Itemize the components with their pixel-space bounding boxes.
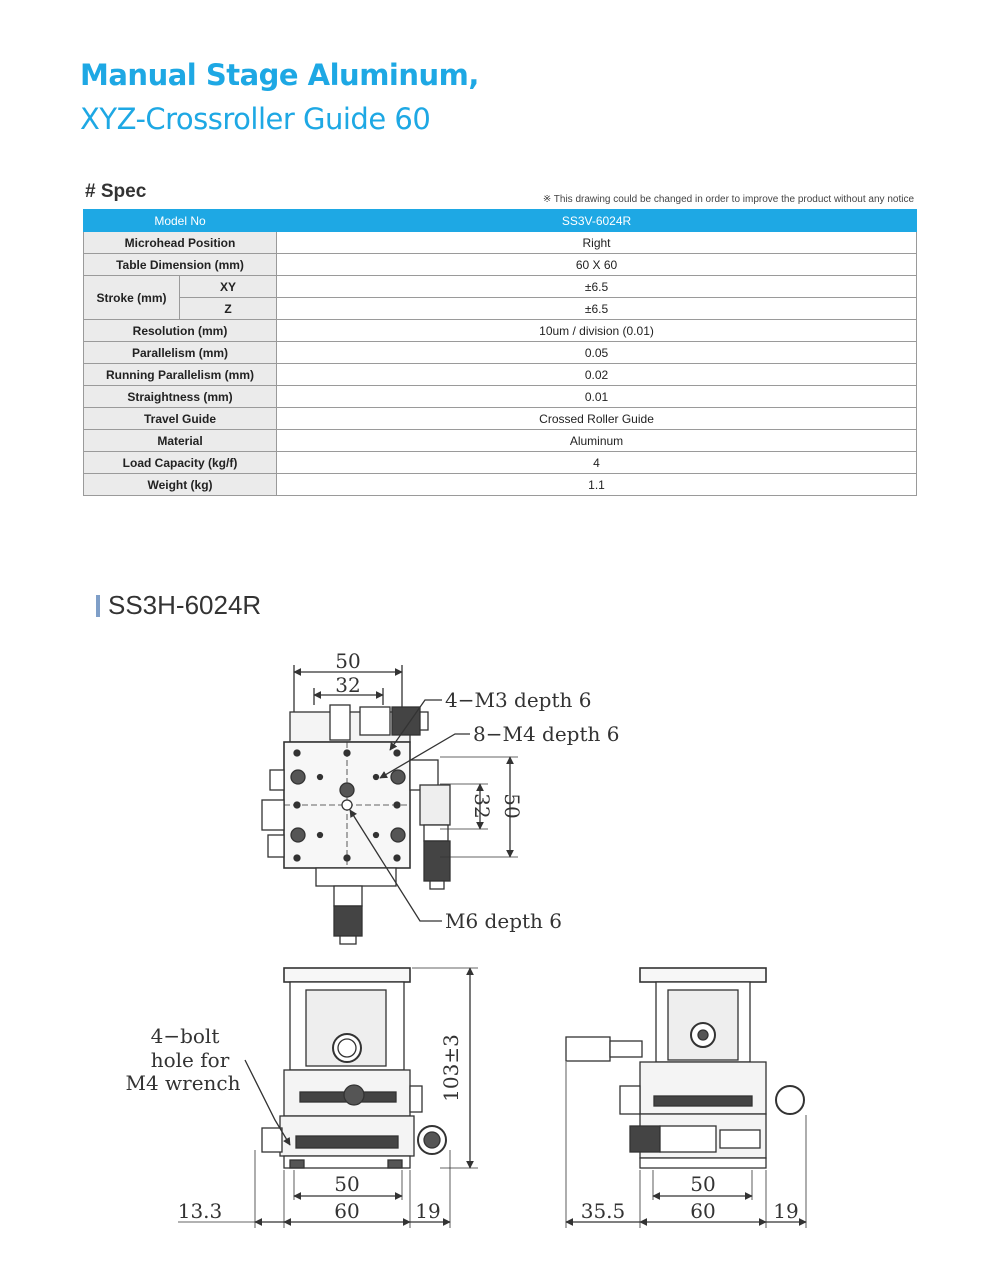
- row-value: 4: [277, 452, 917, 474]
- table-row: [84, 342, 917, 364]
- dim-top-width-inner: 32: [335, 673, 361, 697]
- dim-side-left: 35.5: [580, 1199, 626, 1223]
- callout-m4: 8−M4 depth 6: [473, 722, 620, 746]
- row-value: Right: [277, 232, 917, 254]
- row-value: Crossed Roller Guide: [277, 408, 917, 430]
- callout-bolt-line1: 4−bolt: [150, 1024, 220, 1048]
- page-title: Manual Stage Aluminum,: [80, 58, 479, 92]
- table-row: [84, 298, 917, 320]
- row-value: 0.01: [277, 386, 917, 408]
- dim-side-inner: 50: [690, 1172, 716, 1196]
- section-marker: [96, 595, 100, 617]
- row-value: 60 X 60: [277, 254, 917, 276]
- table-row: [84, 232, 917, 254]
- table-row: [84, 364, 917, 386]
- row-label: Stroke (mm): [84, 276, 180, 320]
- callout-m6: M6 depth 6: [445, 909, 563, 933]
- dim-side-right: 19: [773, 1199, 799, 1223]
- row-label: Weight (kg): [84, 474, 277, 496]
- side-view: [566, 968, 806, 1228]
- spec-heading: # Spec: [85, 181, 147, 202]
- row-label: Travel Guide: [84, 408, 277, 430]
- dim-top-height-inner: 32: [470, 793, 494, 819]
- table-row: [84, 452, 917, 474]
- row-value: 0.05: [277, 342, 917, 364]
- row-label: Table Dimension (mm): [84, 254, 277, 276]
- page-subtitle: XYZ-Crossroller Guide 60: [80, 102, 431, 136]
- table-row: [84, 474, 917, 496]
- dim-front-left: 13.3: [177, 1199, 223, 1223]
- table-row: [84, 386, 917, 408]
- callout-bolt-line2: hole for: [150, 1048, 230, 1072]
- dim-front-right: 19: [415, 1199, 441, 1223]
- table-row: [84, 276, 917, 298]
- table-row: [84, 408, 917, 430]
- header-label: Model No: [84, 210, 277, 232]
- row-value: 0.02: [277, 364, 917, 386]
- header-value: SS3V-6024R: [277, 210, 917, 232]
- row-label: Parallelism (mm): [84, 342, 277, 364]
- table-row: [84, 430, 917, 452]
- dim-side-main: 60: [690, 1199, 716, 1223]
- spec-notice: ※ This drawing could be changed in order to improve the product without any notice: [542, 194, 914, 205]
- dim-front-height: 103±3: [439, 1034, 463, 1102]
- row-label: Microhead Position: [84, 232, 277, 254]
- row-value: 10um / division (0.01): [277, 320, 917, 342]
- table-header-row: [84, 210, 917, 232]
- row-sublabel: Z: [180, 298, 277, 320]
- dim-top-width-outer: 50: [335, 649, 361, 673]
- technical-drawing: [0, 640, 1000, 1280]
- spec-table: [83, 209, 917, 496]
- row-label: Load Capacity (kg/f): [84, 452, 277, 474]
- table-row: [84, 320, 917, 342]
- row-label: Running Parallelism (mm): [84, 364, 277, 386]
- row-sublabel: XY: [180, 276, 277, 298]
- row-value: ±6.5: [277, 276, 917, 298]
- row-value: Aluminum: [277, 430, 917, 452]
- dim-front-inner: 50: [334, 1172, 360, 1196]
- dim-front-main: 60: [334, 1199, 360, 1223]
- row-value: ±6.5: [277, 298, 917, 320]
- row-label: Resolution (mm): [84, 320, 277, 342]
- callout-m3: 4−M3 depth 6: [445, 688, 592, 712]
- row-label: Material: [84, 430, 277, 452]
- dim-top-height-outer: 50: [500, 793, 524, 819]
- callout-bolt-line3: M4 wrench: [125, 1071, 241, 1095]
- row-label: Straightness (mm): [84, 386, 277, 408]
- row-value: 1.1: [277, 474, 917, 496]
- front-view: [178, 968, 478, 1228]
- section-title-text: SS3H-6024R: [108, 590, 262, 620]
- table-row: [84, 254, 917, 276]
- section-title: [96, 590, 261, 621]
